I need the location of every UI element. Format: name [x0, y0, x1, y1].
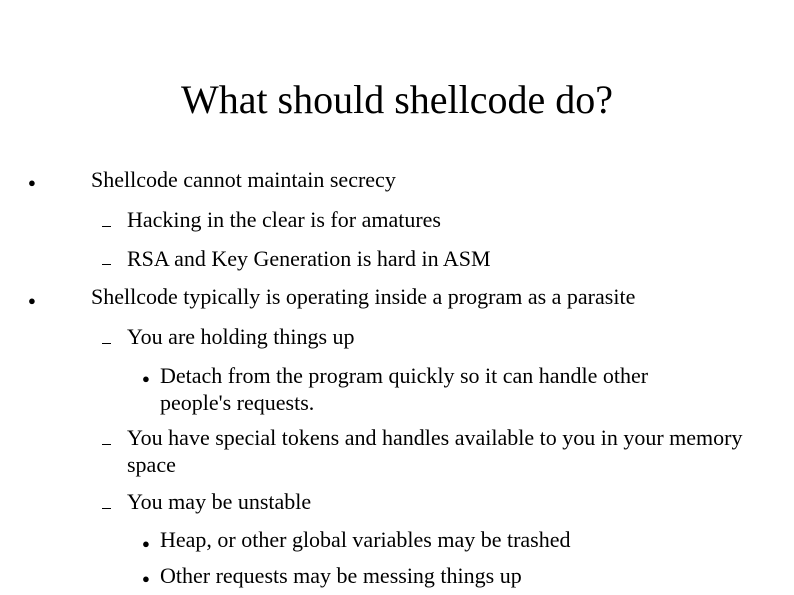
- bullet-text: Shellcode cannot maintain secrecy: [91, 167, 396, 192]
- dash-icon: [102, 264, 111, 265]
- sub-sub-bullet-text: Detach from the program quickly so it can handle other people's requests.: [160, 363, 649, 415]
- slide-title: What should shellcode do?: [180, 77, 614, 122]
- bullet-text: Shellcode typically is operating inside a program as a parasite: [91, 284, 636, 309]
- dash-icon: [102, 444, 111, 445]
- bullet-icon: ●: [142, 571, 150, 586]
- sub-bullet-text: You have special tokens and handles available to you in your memory space: [127, 425, 743, 477]
- bullet-icon: ●: [28, 175, 36, 190]
- sub-bullet-text: You are holding things up: [127, 324, 355, 349]
- bullet-icon: ●: [28, 293, 36, 308]
- sub-bullet-text: RSA and Key Generation is hard in ASM: [127, 246, 491, 271]
- sub-bullet-text: You may be unstable: [127, 489, 312, 514]
- sub-bullet-text: Hacking in the clear is for amatures: [127, 207, 441, 232]
- dash-icon: [102, 343, 111, 344]
- bullet-icon: ●: [142, 371, 150, 386]
- sub-sub-bullet-text: Heap, or other global variables may be trashed: [160, 527, 571, 552]
- bullet-icon: ●: [142, 536, 150, 551]
- dash-icon: [102, 226, 111, 227]
- dash-icon: [102, 508, 111, 509]
- sub-sub-bullet-text: Other requests may be messing things up: [160, 563, 522, 588]
